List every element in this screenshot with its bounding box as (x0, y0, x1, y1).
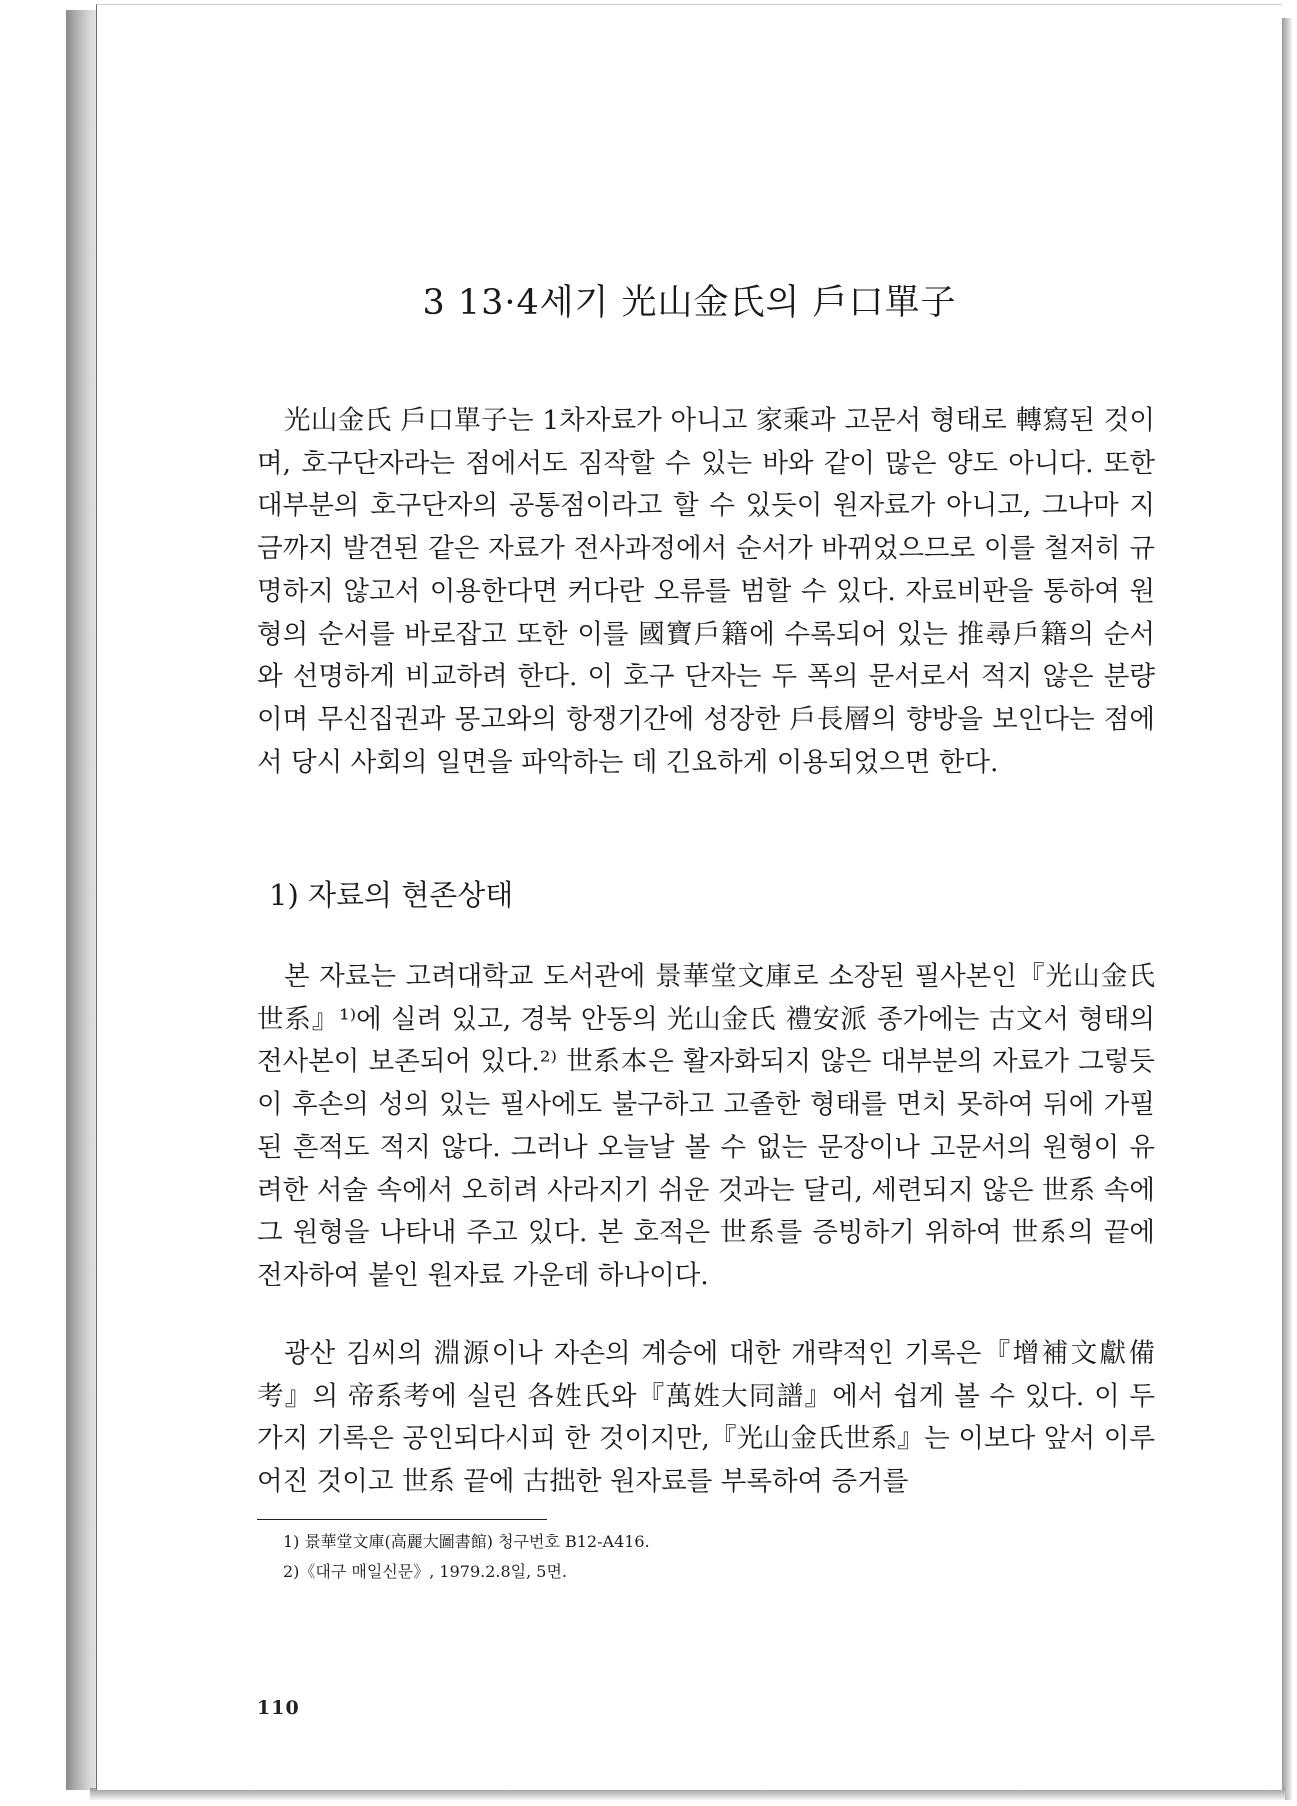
page-shadow-right (1282, 18, 1292, 1800)
footnote-divider (257, 1519, 547, 1520)
page-number: 110 (257, 1697, 300, 1719)
chapter-title: 3 13·4세기 光山金氏의 戶口單子 (422, 283, 957, 323)
section-paragraph-1-block (257, 956, 1155, 1298)
document-page (96, 4, 1282, 1790)
section-paragraph-1: 본 자료는 고려대학교 도서관에 景華堂文庫로 소장된 필사본인『光山金氏世系』¹⁾에 실려 있고, 경북 안동의 光山金氏 禮安派 종가에는 古文서 형태의 전사본이 보존되어 있다.²⁾ 世系本은 활자화되지 않은 대부분의 자료가 그렇듯이 후손의 성의 있는 필사에도 불구하고 고졸한 형태를 면치 못하여 뒤에 가필된 흔적도 적지 않다. 그러나 오늘날 볼 수 없는 문장이나 고문서의 원형이 유려한 서술 속에서 오히려 사라지기 쉬운 것과는 달리, 세련되지 않은 世系 속에 그 원형을 나타내 주고 있다. 본 호적은 世系를 증빙하기 위하여 世系의 끝에 전자하여 붙인 원자료 가운데 하나이다. (257, 961, 1155, 1291)
section-paragraph-2-block (257, 1333, 1155, 1504)
intro-paragraph-block (257, 400, 1155, 784)
section-heading: 1) 자료의 현존상태 (269, 878, 514, 912)
intro-paragraph: 光山金氏 戶口單子는 1차자료가 아니고 家乘과 고문서 형태로 轉寫된 것이며, 호구단자라는 점에서도 짐작할 수 있는 바와 같이 많은 양도 아니다. 또한 대부분의 호구단자의 공통점이라고 할 수 있듯이 원자료가 아니고, 그나마 지금까지 발견된 같은 자료가 전사과정에서 순서가 바뀌었으므로 이를 철저히 규명하지 않고서 이용한다면 커다란 오류를 범할 수 있다. 자료비판을 통하여 원형의 순서를 바로잡고 또한 이를 國寶戶籍에 수록되어 있는 推尋戶籍의 순서와 선명하게 비교하려 한다. 이 호구 단자는 두 폭의 문서로서 적지 않은 분량이며 무신집권과 몽고와의 항쟁기간에 성장한 戶長層의 향방을 보인다는 점에서 당시 사회의 일면을 파악하는 데 긴요하게 이용되었으면 한다. (257, 405, 1155, 778)
section-paragraph-2: 광산 김씨의 淵源이나 자손의 계승에 대한 개략적인 기록은『增補文獻備考』의 帝系考에 실린 各姓氏와『萬姓大同譜』에서 쉽게 볼 수 있다. 이 두 가지 기록은 공인되다시피 한 것이지만,『光山金氏世系』는 이보다 앞서 이루어진 것이고 世系 끝에 古拙한 원자료를 부록하여 증거를 (257, 1338, 1155, 1498)
footnotes (283, 1527, 650, 1587)
footnote-2: 2)《대구 매일신문》, 1979.2.8일, 5면. (283, 1562, 568, 1581)
footnote-1: 1) 景華堂文庫(高麗大圖書館) 청구번호 B12-A416. (283, 1532, 650, 1551)
